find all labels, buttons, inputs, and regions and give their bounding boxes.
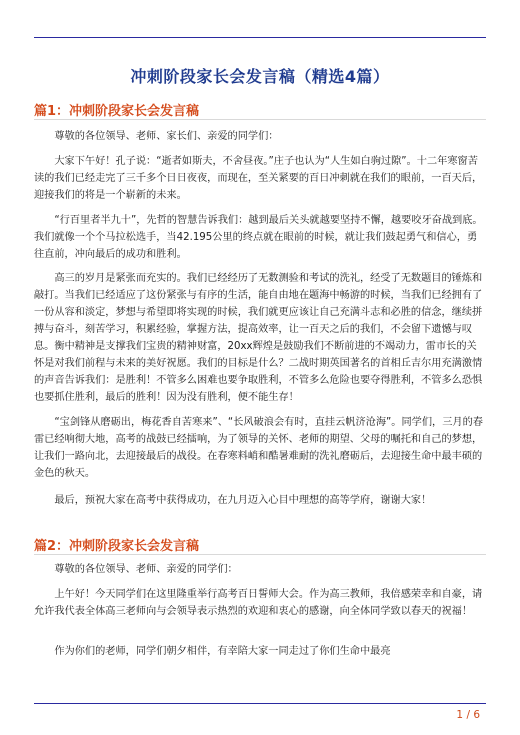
paragraph: “宝剑锋从磨砺出，梅花香自苦寒来”、“长风破浪会有时，直挂云帆济沧海”。同学们，三月的春雷已经响彻大地，高考的战鼓已经擂响，为了领导的关怀、老师的期望、父母的嘱托和自己的梦想，让我们一路向北，去迎接最后的战役。在春寒料峭和酷暑难耐的洗礼磨砺后，去迎接生命中最丰硕的金色的秋天。 xyxy=(34,417,483,479)
paragraph: 尊敬的各位领导、老师、亲爱的同学们： xyxy=(34,564,238,575)
paragraph: 作为你们的老师，同学们朝夕相伴，有幸陪大家一同走过了你们生命中最亮 xyxy=(34,646,391,657)
page-indicator: 1 / 6 xyxy=(456,709,480,721)
paragraph: “行百里者半九十”，先哲的智慧告诉我们：越到最后关头就越要坚持不懈，越要咬牙奋战到底。我们就像一个个马拉松选手，当42.195公里的终点就在眼前的时候，就让我们鼓起勇气和信心，勇往直前，冲向最后的成功和胜利。 xyxy=(34,215,483,260)
paragraph: 尊敬的各位领导、老师、家长们、亲爱的同学们： xyxy=(34,131,279,142)
section-heading-2: 篇2：冲刺阶段家长会发言稿 xyxy=(34,539,200,554)
section-heading-1: 篇1：冲刺阶段家长会发言稿 xyxy=(34,104,200,119)
header-rule xyxy=(34,37,486,38)
section-divider-2 xyxy=(34,554,486,555)
document-title: 冲刺阶段家长会发言稿（精选4篇） xyxy=(130,67,390,86)
section-divider-1 xyxy=(34,119,486,120)
paragraph: 最后，预祝大家在高考中获得成功，在九月迈入心目中理想的高等学府，谢谢大家！ xyxy=(34,495,432,506)
paragraph: 上午好！今天同学们在这里隆重举行高考百日誓师大会。作为高三教师，我倍感荣幸和自豪，请允许我代表全体高三老师向与会领导表示热烈的欢迎和衷心的感谢，向全体同学致以春天的祝福！ xyxy=(34,589,483,617)
footer-rule xyxy=(34,703,486,704)
paragraph: 高三的岁月是紧张而充实的。我们已经经历了无数测验和考试的洗礼，经受了无数题目的锤炼和敲打。当我们已经适应了这份紧张与有序的生活，能自由地在题海中畅游的时候，当我们已经拥有了一份从容和淡定，梦想与希望即将实现的时候，我们就更应该让自己充满斗志和必胜的信念，继续拼搏与奋斗，刻苦学习，积累经验，掌握方法，提高效率，让一百天之后的我们，不会留下遗憾与叹息。衡中精神是支撑我们宝贵的精神财富，20xx辉煌是鼓励我们不断前进的不竭动力，雷市长的关怀是对我们前程与未来的美好祝愿。我们的目标是什么？二战时期英国著名的首相丘吉尔用充满激情的声音告诉我们：是胜利！不管多么困难也要争取胜利，不管多么危险也要夺得胜利，不管多么恐惧也要抓住胜利，最后的胜利！因为没有胜利，便不能生存！ xyxy=(34,273,483,403)
paragraph: 大家下午好！孔子说：“逝者如斯夫，不舍昼夜。”庄子也认为“人生如白驹过隙”。十二年寒窗苦读的我们已经走完了三千多个日日夜夜，而现在，至关紧要的百日冲刺就在我们的眼前，一百天后，迎接我们的将是一个崭新的未来。 xyxy=(34,156,483,201)
